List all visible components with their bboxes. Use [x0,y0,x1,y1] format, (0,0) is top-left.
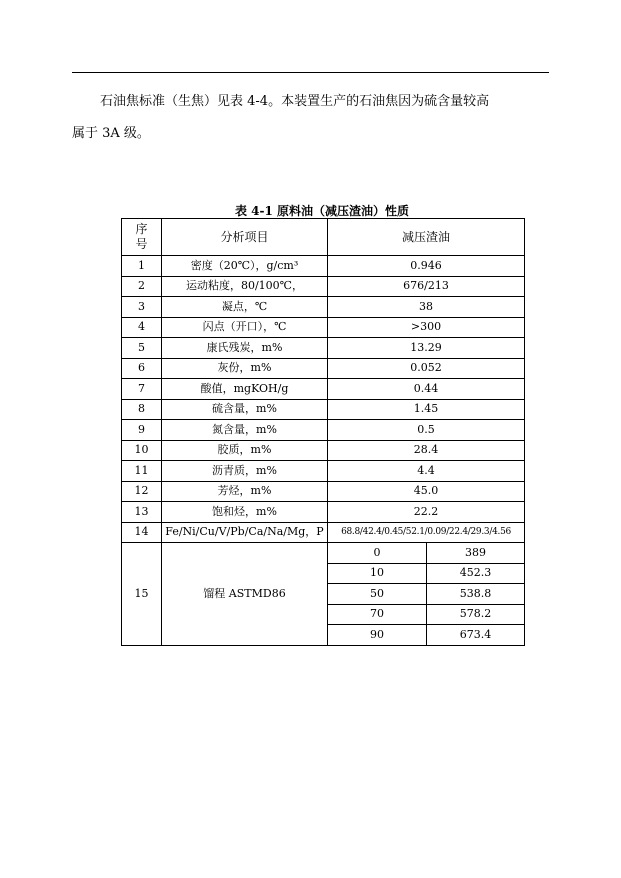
row-seq: 2 [122,276,162,297]
intro-paragraph [72,86,550,150]
paragraph-line-1: 石油焦标准（生焦）见表 4-4。本装置生产的石油焦因为硫含量较高 [100,94,490,109]
table-row [122,379,525,400]
table-header-row [122,219,525,256]
row-item: 胶质，m% [162,440,328,461]
row-seq: 7 [122,379,162,400]
row-item: 硫含量，m% [162,399,328,420]
distillation-seq: 15 [122,543,162,646]
distillation-temp: 389 [427,543,525,564]
row-value: 676/213 [328,276,525,297]
row-item: 芳烃，m% [162,481,328,502]
header-rule [72,72,549,73]
distillation-temp: 452.3 [427,563,525,584]
distillation-temp: 578.2 [427,604,525,625]
paragraph-line-2: 属于 3A 级。 [72,126,150,141]
table-row [122,440,525,461]
distillation-pct: 70 [328,604,427,625]
row-seq: 14 [122,522,162,543]
table-row [122,481,525,502]
header-item: 分析项目 [162,219,328,256]
table-caption: 表 4-1 原料油（减压渣油）性质 [234,204,410,218]
row-seq: 1 [122,256,162,277]
row-value: 13.29 [328,338,525,359]
row-seq: 6 [122,358,162,379]
table-row [122,338,525,359]
table-row [122,420,525,441]
row-seq: 11 [122,461,162,482]
row-item: 闪点（开口），℃ [162,317,328,338]
row-item: 运动粘度，80/100℃， [162,276,328,297]
header-seq: 序号 [122,219,162,256]
distillation-pct: 0 [328,543,427,564]
row-value: 22.2 [328,502,525,523]
header-value: 减压渣油 [328,219,525,256]
table-row [122,399,525,420]
row-item: 密度（20℃），g/cm³ [162,256,328,277]
row-value: 0.052 [328,358,525,379]
row-item: 灰份，m% [162,358,328,379]
row-item: 康氏残炭，m% [162,338,328,359]
distillation-item: 馏程 ASTMD86 [162,543,328,646]
distillation-temp: 538.8 [427,584,525,605]
row-value: 0.946 [328,256,525,277]
row-seq: 9 [122,420,162,441]
distillation-row [122,543,525,564]
row-value: 38 [328,297,525,318]
row-value: 0.5 [328,420,525,441]
row-seq: 4 [122,317,162,338]
distillation-pct: 10 [328,563,427,584]
table-row [122,522,525,543]
row-value: 4.4 [328,461,525,482]
row-item: 凝点，℃ [162,297,328,318]
row-seq: 13 [122,502,162,523]
row-value: 28.4 [328,440,525,461]
row-item: 饱和烃，m% [162,502,328,523]
row-seq: 5 [122,338,162,359]
row-seq: 10 [122,440,162,461]
row-value: 45.0 [328,481,525,502]
distillation-pct: 50 [328,584,427,605]
table-row [122,256,525,277]
table-row [122,502,525,523]
distillation-temp: 673.4 [427,625,525,646]
row-item: 酸值，mgKOH/g [162,379,328,400]
row-seq: 8 [122,399,162,420]
table-row [122,358,525,379]
table-row [122,317,525,338]
row-item: 沥青质，m% [162,461,328,482]
distillation-pct: 90 [328,625,427,646]
table-row [122,297,525,318]
row-item: Fe/Ni/Cu/V/Pb/Ca/Na/Mg，P [162,522,328,543]
row-seq: 12 [122,481,162,502]
row-seq: 3 [122,297,162,318]
row-value: >300 [328,317,525,338]
row-item: 氮含量，m% [162,420,328,441]
row-value: 1.45 [328,399,525,420]
table-row [122,276,525,297]
row-value: 68.8/42.4/0.45/52.1/0.09/22.4/29.3/4.56 [328,522,525,543]
row-value: 0.44 [328,379,525,400]
table-row [122,461,525,482]
feedstock-properties-table [121,218,525,646]
